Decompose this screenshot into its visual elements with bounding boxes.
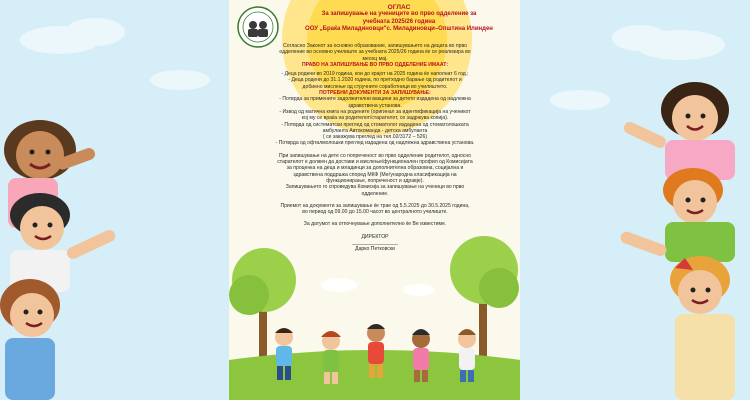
boy-left-middle xyxy=(10,193,117,292)
kids-illustration-right xyxy=(615,80,750,400)
kid-4 xyxy=(412,329,430,382)
poster-school-line: ООУ „Браќа Миладиновци"с. Миладиновци–Општина Илинден xyxy=(305,25,493,32)
signature-name: Дарко Петковски xyxy=(355,246,395,253)
kid-3 xyxy=(367,324,385,378)
kid-2 xyxy=(321,331,341,384)
eligibility-line-3: добиено мислење од стручните соработници во училиштето. xyxy=(302,83,448,90)
kid-5 xyxy=(458,329,476,382)
poster-subheading-2: учебната 2025/26 година xyxy=(362,18,436,25)
document-3a: - Потврда од систематски преглед од стоматолог издадена од стоматолошката xyxy=(281,121,469,128)
document-1a: - Потврда за примените задолжителни вакцини за детето издадена од надлежна xyxy=(279,96,471,103)
poster-body xyxy=(251,43,499,253)
boy-right-middle xyxy=(619,168,735,262)
signature-line: ________________ xyxy=(352,240,398,247)
eligibility-line-1: - Деца родени во 2019 година, кои до крајот на 2025 година ќе наполнат 6 год.; xyxy=(281,71,469,78)
intro-line-3: месец мај. xyxy=(362,55,388,62)
document-4: - Потврда од офталмолошки преглед издадена од надлежна здравствена установа. xyxy=(275,140,475,147)
disability-para-3: за проценка на деца и младинци за дополнителна образовна, социјална и xyxy=(286,165,464,172)
kids-illustration-left xyxy=(0,100,125,400)
commission-line-2: одделение. xyxy=(361,190,389,197)
document-2a: - Извод од матична книга на родените (оригинал за идентификација на ученикот xyxy=(279,108,471,115)
disability-para-5: функционирање, попреченост и здравје). xyxy=(326,177,424,184)
document-3c: ( се закажува преглед на тел.02/3172 – 526) xyxy=(322,134,428,141)
school-seal-logo-icon xyxy=(237,6,279,48)
disability-para-2: старателот е должен да достави и мислење/функционален профил од Комисијата xyxy=(277,159,473,166)
period-line-2: во период од 09.00 до 15.00 часот во централното училиште. xyxy=(302,209,448,216)
girl-right-bottom xyxy=(670,256,735,400)
poster-title-block xyxy=(283,4,515,33)
document-3b: амбуланта Автокоманда - детска амбуланта xyxy=(322,127,428,134)
eligibility-line-2: - Деца родени до 31.1.2020 година, по претходно барање од родителот и xyxy=(288,77,462,84)
document-2b: кој му се враќа на родителот/старателот, се задржува копија). xyxy=(301,115,449,122)
notice-line: За датумот на отпочнување дополнително ќе Ве известиме. xyxy=(303,221,447,228)
kid-1 xyxy=(275,328,293,380)
announcement-poster xyxy=(229,0,520,400)
girl-left-bottom xyxy=(0,279,60,400)
period-line-1: Приемот на документи за запишување ќе трае од 5.5.2025 до 30.5.2025 година, xyxy=(280,202,470,209)
intro-line-1: Согласно Законот за основно образование, запишувањето на децата во прво xyxy=(283,43,467,49)
girl-right-top xyxy=(622,82,735,180)
signature-role: ДИРЕКТОР xyxy=(361,233,389,240)
disability-para-4: здравствена поддршка според МКФ (Меѓународна класификација на xyxy=(293,171,457,178)
eligibility-title: ПРАВО НА ЗАПИШУВАЊЕ ВО ПРВО ОДДЕЛЕНИЕ ИМААТ: xyxy=(301,61,449,68)
documents-title: ПОТРЕБНИ ДОКУМЕНТИ ЗА ЗАПИШУВАЊЕ: xyxy=(319,90,431,97)
commission-line-1: Запишувањето го спроведува Комисија за запишување на ученици во прво xyxy=(285,184,465,191)
kids-jumping-illustration xyxy=(229,315,520,400)
intro-line-2: одделение во основно училиште за учебната 2025/26 година ќе се реализира во xyxy=(279,49,471,56)
disability-para-1: При запишување на дете со попреченост во прво одделение родителот, односно xyxy=(279,152,471,159)
poster-subheading-1: За запишување на учениците во прво одделение за xyxy=(321,11,477,18)
document-1b: здравствена установа. xyxy=(348,102,402,109)
poster-heading: ОГЛАС xyxy=(387,4,411,11)
